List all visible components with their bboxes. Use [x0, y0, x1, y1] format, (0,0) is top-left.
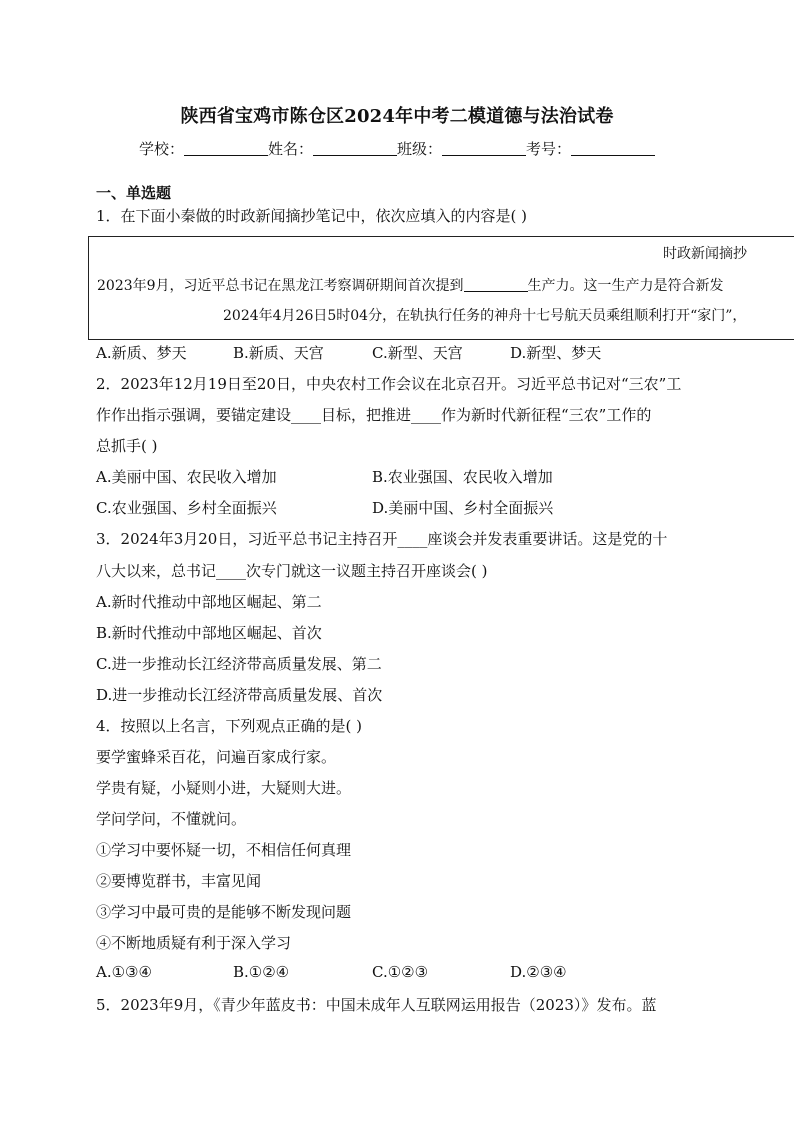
- name-label: 姓名：: [267, 140, 313, 158]
- notes-box-title: 时政新闻摘抄: [663, 246, 747, 262]
- question-3-option-d[interactable]: D.进一步推动长江经济带高质量发展、首次: [96, 686, 383, 704]
- question-2-option-a[interactable]: A.美丽中国、农民收入增加: [96, 468, 277, 486]
- exam-no-label: 考号：: [526, 140, 572, 158]
- question-4-option-d[interactable]: D.②③④: [510, 963, 567, 981]
- question-5-line-1: 5．2023年9月，《青少年蓝皮书：中国未成年人互联网运用报告（2023）》发布。蓝: [96, 996, 657, 1014]
- question-3-line-1: 3．2024年3月20日，习近平总书记主持召开____座谈会并发表重要讲话。这是党的十: [96, 530, 668, 548]
- question-4-option-c[interactable]: C.①②③: [372, 963, 429, 981]
- statement-4: ④不断地质疑有利于深入学习: [96, 934, 292, 952]
- question-3-option-a[interactable]: A.新时代推动中部地区崛起、第二: [96, 593, 322, 611]
- question-1-option-a[interactable]: A.新质、梦天: [96, 344, 187, 362]
- statement-1: ①学习中要怀疑一切，不相信任何真理: [96, 841, 352, 859]
- class-label: 班级：: [397, 140, 443, 158]
- quote-1: 要学蜜蜂采百花，问遍百家成行家。: [96, 748, 337, 766]
- question-2-line-3: 总抓手( ): [96, 437, 158, 455]
- question-2-line-2: 作作出指示强调，要锚定建设____目标，把推进____作为新时代新征程“三农”工作的: [96, 406, 652, 424]
- page-title: 陕西省宝鸡市陈仓区2024年中考二模道德与法治试卷: [180, 106, 614, 127]
- notes-line-1: [97, 275, 724, 295]
- question-1-option-b[interactable]: B.新质、天宫: [233, 344, 324, 362]
- question-3-option-c[interactable]: C.进一步推动长江经济带高质量发展、第二: [96, 655, 382, 673]
- question-2-option-d[interactable]: D.美丽中国、乡村全面振兴: [372, 499, 554, 517]
- statement-3: ③学习中最可贵的是能够不断发现问题: [96, 903, 352, 921]
- question-3-line-2: 八大以来，总书记____次专门就这一议题主持召开座谈会( ): [96, 562, 488, 580]
- student-info-line: [0, 138, 794, 159]
- question-2-option-c[interactable]: C.农业强国、乡村全面振兴: [96, 499, 277, 517]
- question-2-option-b[interactable]: B.农业强国、农民收入增加: [372, 468, 553, 486]
- name-blank[interactable]: [313, 141, 397, 156]
- question-4-stem: 4．按照以上名言，下列观点正确的是( ): [96, 717, 363, 735]
- notes-line-1-text-b: 生产力。这一生产力是符合新发: [527, 278, 724, 294]
- question-4-option-a[interactable]: A.①③④: [96, 963, 152, 981]
- quote-2: 学贵有疑，小疑则小进，大疑则大进。: [96, 779, 352, 797]
- section-heading: 一、单选题: [96, 184, 172, 202]
- quote-3: 学问学问，不懂就问。: [96, 810, 247, 828]
- exam-no-blank[interactable]: [571, 141, 655, 156]
- notes-line-1-text-a: 2023年9月，习近平总书记在黑龙江考察调研期间首次提到: [97, 278, 464, 294]
- question-2-line-1: 2．2023年12月19日至20日，中央农村工作会议在北京召开。习近平总书记对“三农”工: [96, 375, 682, 393]
- question-1-option-d[interactable]: D.新型、梦天: [510, 344, 602, 362]
- school-label: 学校：: [138, 140, 184, 158]
- question-3-option-b[interactable]: B.新时代推动中部地区崛起、首次: [96, 624, 322, 642]
- question-4-option-b[interactable]: B.①②④: [233, 963, 290, 981]
- fill-blank: [464, 277, 528, 292]
- news-notes-box: [88, 236, 794, 340]
- question-1-option-c[interactable]: C.新型、天宫: [372, 344, 463, 362]
- question-1-stem: 1．在下面小秦做的时政新闻摘抄笔记中，依次应填入的内容是( ): [96, 207, 528, 225]
- statement-2: ②要博览群书，丰富见闻: [96, 872, 262, 890]
- class-blank[interactable]: [442, 141, 526, 156]
- school-blank[interactable]: [184, 141, 268, 156]
- notes-line-2: 2024年4月26日5时04分，在轨执行任务的神舟十七号航天员乘组顺利打开“家门”，: [223, 308, 747, 324]
